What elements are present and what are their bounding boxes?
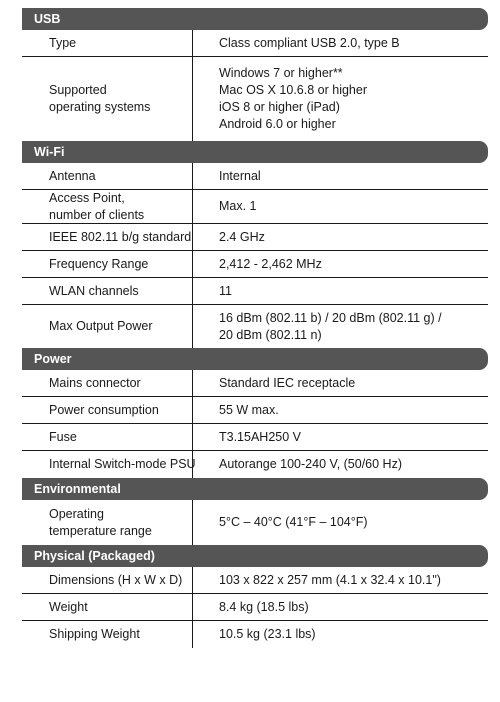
spec-label-line: Weight xyxy=(49,599,88,614)
spec-value-line: 11 xyxy=(219,283,232,298)
spec-label xyxy=(22,224,193,250)
spec-value xyxy=(193,163,488,189)
spec-value xyxy=(193,397,488,423)
spec-value-line: Autorange 100-240 V, (50/60 Hz) xyxy=(219,457,402,471)
section-header: USB xyxy=(22,8,488,30)
spec-row xyxy=(22,500,488,545)
spec-label-line: temperature range xyxy=(49,523,152,538)
section-header: Environmental xyxy=(22,478,488,500)
spec-row xyxy=(22,397,488,424)
spec-value-line: Class compliant USB 2.0, type B xyxy=(219,35,400,50)
spec-row xyxy=(22,594,488,621)
spec-label xyxy=(22,163,193,189)
spec-label xyxy=(22,397,193,423)
spec-label xyxy=(22,278,193,304)
section-rows xyxy=(22,567,488,648)
spec-label-line: Fuse xyxy=(49,429,77,444)
spec-label-line: Supported xyxy=(49,83,107,97)
spec-value xyxy=(193,224,488,250)
spec-value-line: 10.5 kg (23.1 lbs) xyxy=(219,627,316,641)
spec-row xyxy=(22,370,488,397)
spec-label-line: Shipping Weight xyxy=(49,627,140,641)
spec-value-line: 8.4 kg (18.5 lbs) xyxy=(219,599,309,614)
spec-label xyxy=(22,370,193,396)
spec-table xyxy=(22,8,488,648)
spec-label-line: Frequency Range xyxy=(49,256,149,271)
spec-value-line: Internal xyxy=(219,168,261,183)
spec-value-line: Max. 1 xyxy=(219,199,257,213)
spec-value-line: Android 6.0 or higher xyxy=(219,117,336,131)
spec-label xyxy=(22,567,193,593)
spec-value-line: Standard IEC receptacle xyxy=(219,375,356,390)
section-rows xyxy=(22,30,488,141)
spec-label-line: Mains connector xyxy=(49,375,141,390)
spec-value xyxy=(193,57,488,141)
spec-label xyxy=(22,594,193,620)
spec-value xyxy=(193,594,488,620)
spec-row xyxy=(22,621,488,648)
spec-label xyxy=(22,424,193,450)
spec-value xyxy=(193,305,488,348)
spec-value-line: 103 x 822 x 257 mm (4.1 x 32.4 x 10.1") xyxy=(219,572,441,587)
spec-label-line: Internal Switch-mode PSU xyxy=(49,457,196,471)
spec-label-line: Operating xyxy=(49,506,104,521)
spec-label-line: Dimensions (H x W x D) xyxy=(49,572,183,587)
spec-value xyxy=(193,251,488,277)
spec-value-line: 2.4 GHz xyxy=(219,229,265,244)
spec-row xyxy=(22,57,488,141)
spec-row xyxy=(22,305,488,348)
spec-label-line: number of clients xyxy=(49,207,145,222)
section-rows xyxy=(22,370,488,478)
spec-label-line: operating systems xyxy=(49,100,151,114)
section-header: Physical (Packaged) xyxy=(22,545,488,567)
spec-value-line: Mac OS X 10.6.8 or higher xyxy=(219,83,367,97)
section-header: Wi-Fi xyxy=(22,141,488,163)
spec-label-line: Antenna xyxy=(49,168,96,183)
spec-value-line: 16 dBm (802.11 b) / 20 dBm (802.11 g) / xyxy=(219,310,442,325)
spec-row xyxy=(22,163,488,190)
spec-label xyxy=(22,57,193,141)
spec-value xyxy=(193,621,488,648)
spec-value xyxy=(193,278,488,304)
spec-label-line: Max Output Power xyxy=(49,319,153,333)
section-rows xyxy=(22,500,488,545)
spec-label-line: Type xyxy=(49,35,77,50)
spec-row xyxy=(22,30,488,57)
spec-row xyxy=(22,251,488,278)
spec-row xyxy=(22,224,488,251)
spec-label-line: WLAN channels xyxy=(49,283,139,298)
spec-value xyxy=(193,370,488,396)
spec-value xyxy=(193,424,488,450)
spec-value xyxy=(193,30,488,56)
spec-value-line: Windows 7 or higher** xyxy=(219,66,343,80)
spec-value-line: iOS 8 or higher (iPad) xyxy=(219,100,340,114)
spec-label xyxy=(22,621,193,648)
spec-row xyxy=(22,451,488,478)
spec-label xyxy=(22,451,196,478)
spec-label-line: Access Point, xyxy=(49,190,125,205)
section-header: Power xyxy=(22,348,488,370)
spec-label-line: IEEE 802.11 b/g standard xyxy=(49,229,192,244)
spec-value xyxy=(193,500,488,545)
section-rows xyxy=(22,163,488,348)
spec-row xyxy=(22,424,488,451)
spec-value-line: T3.15AH250 V xyxy=(219,429,301,444)
spec-value-line: 20 dBm (802.11 n) xyxy=(219,327,322,342)
spec-label xyxy=(22,251,193,277)
spec-label xyxy=(22,30,193,56)
spec-label xyxy=(22,190,193,223)
spec-row xyxy=(22,278,488,305)
spec-value xyxy=(193,190,488,223)
spec-value-line: 5°C – 40°C (41°F – 104°F) xyxy=(219,515,368,529)
spec-label xyxy=(22,305,193,348)
spec-value-line: 2,412 - 2,462 MHz xyxy=(219,256,322,271)
spec-value xyxy=(193,451,488,478)
spec-label-line: Power consumption xyxy=(49,402,159,417)
spec-value xyxy=(193,567,488,593)
spec-row xyxy=(22,190,488,224)
spec-label xyxy=(22,500,193,545)
spec-value-line: 55 W max. xyxy=(219,402,279,417)
spec-row xyxy=(22,567,488,594)
